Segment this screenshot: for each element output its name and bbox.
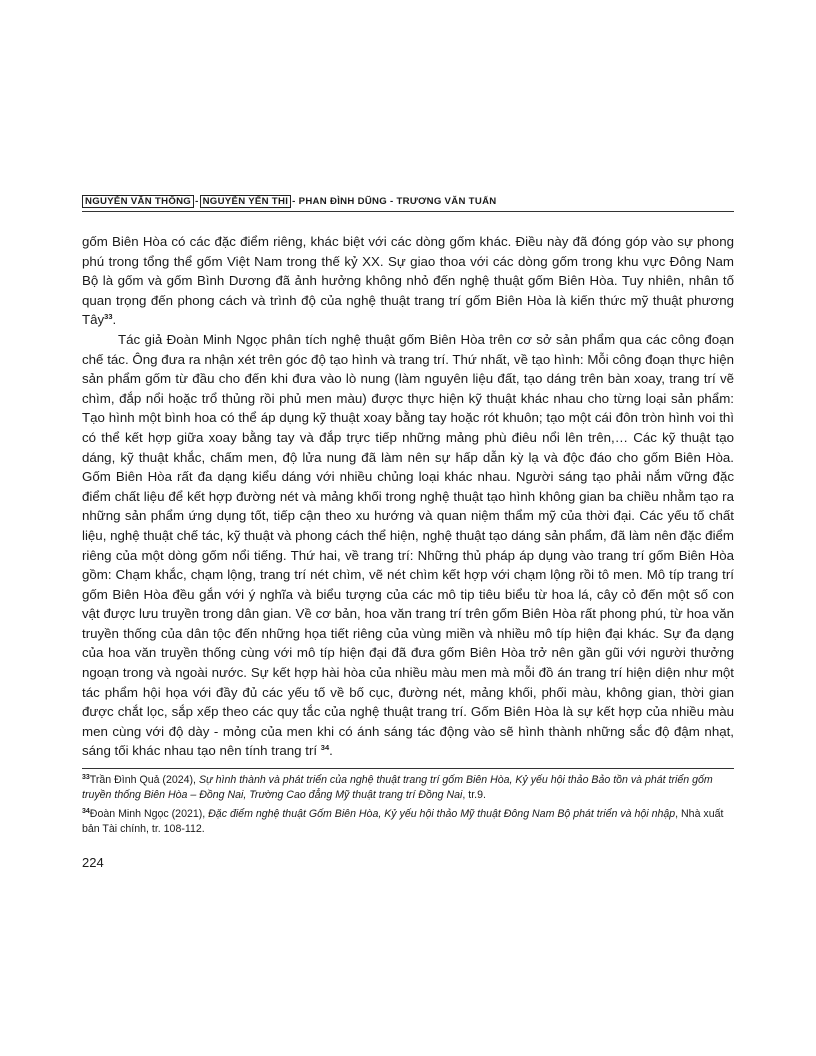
- footnote-source: Sự hình thành và phát triển của nghệ thuật trang trí gốm Biên Hòa, Kỷ yếu hội thảo Bảo tồn và phát triển gốm truyền thống Biên Hòa – Đồng Nai, Trường Cao đẳng Mỹ thuật trang trí Đồng Nai: [82, 774, 713, 801]
- footnote-number: 34: [82, 808, 90, 815]
- footnote-source: Đặc điểm nghệ thuật Gốm Biên Hòa, Kỷ yếu hội thảo Mỹ thuật Đông Nam Bộ phát triển và hội nhập: [208, 808, 676, 820]
- paragraph-2-end: .: [329, 743, 333, 759]
- footnote-33: [82, 773, 734, 803]
- header-author-1: NGUYỄN VĂN THỐNG: [82, 195, 194, 208]
- footnote-ref-33: 33: [104, 312, 113, 322]
- header-separator: -: [195, 196, 199, 207]
- paragraph-2-text: Tác giả Đoàn Minh Ngọc phân tích nghệ thuật gốm Biên Hòa trên cơ sở sản phẩm qua các công đoạn chế tác. Ông đưa ra nhận xét trên góc độ tạo hình và trang trí. Thứ nhất, về tạo hình: Mỗi công đoạn thực hiện sản phẩm gốm từ đầu cho đến khi đưa vào lò nung (làm nguyên liệu đất, tạo dáng trên bàn xoay, trang trí vẽ chìm, đắp nổi hoặc trổ thủng rồi phủ men màu) được thực hiện kỹ thuật khác nhau cho từng loại sản phẩm: Tạo hình một bình hoa có thể áp dụng kỹ thuật xoay bằng tay hoặc rót khuôn; tạo một cái đôn tròn hình voi thì có thể kết hợp giữa xoay bằng tay và đắp trực tiếp những mảng phù điêu nổi lên trên,… Các kỹ thuật tạo dáng, kỹ thuật khắc, chấm men, độ lửa nung đã làm nên sự hấp dẫn kỳ lạ và độc đáo cho gốm Biên Hòa. Gốm Biên Hòa rất đa dạng kiểu dáng với nhiều chủng loại khác nhau. Người sáng tạo phải nắm vững đặc điểm chất liệu để kết hợp đường nét và mảng khối trong nghệ thuật tạo hình không gian ba chiều nhằm tạo ra những sản phẩm ứng dụng tốt, tiếp cận theo xu hướng và quan niệm thẩm mỹ của thời đại. Các yếu tố chất liệu, nghệ thuật chế tác, kỹ thuật và phong cách thể hiện, nghệ thuật tạo dáng sản phẩm, đã làm nên đặc điểm riêng của một dòng gốm nổi tiếng. Thứ hai, về trang trí: Những thủ pháp áp dụng vào trang trí gốm Biên Hòa gồm: Chạm khắc, chạm lộng, trang trí nét chìm, vẽ nét chìm kết hợp với chạm lộng rồi tô men. Mô típ trang trí gốm Biên Hòa đều gắn với ý nghĩa và biểu tượng của các mô tip tiêu biểu từ hoa lá, cây cỏ đến một số con vật được lưu truyền trong dân gian. Về cơ bản, hoa văn trang trí trên gốm Biên Hòa rất phong phú, từ hoa văn truyền thống của dân tộc đến những họa tiết riêng của vùng miền và nhiều mô típ hiện đại khác. Sự đa dạng của hoa văn truyền thống cùng với mô típ hiện đại đã đưa gốm Biên Hòa trở nên gần gũi với người thưởng ngoạn trong và ngoài nước. Sự kết hợp hài hòa của nhiều màu men mà mỗi đồ án trang trí hiện diện như một tác phẩm hội họa với đầy đủ các yếu tố về bố cục, đường nét, mảng khối, phối màu, không gian, thời gian được chắt lọc, sắp xếp theo các quy tắc của nghệ thuật trang trí. Gốm Biên Hòa là sự kết hợp của nhiều màu men cùng với độ dày - mỏng của men khi có ánh sáng tác động vào sẽ hình thành những sắc độ đậm nhạt, sáng tối khác nhau tạo nên tính trang trí: [82, 331, 734, 759]
- footnote-rule: [82, 768, 734, 769]
- footnote-author: Trần Đình Quả (2024),: [89, 774, 199, 786]
- running-header: [82, 196, 732, 207]
- footnote-ref-34: 34: [320, 743, 330, 753]
- footnote-tail: , tr.9.: [462, 789, 486, 801]
- paragraph-1-text: gốm Biên Hòa có các đặc điểm riêng, khác biệt với các dòng gốm khác. Điều này đã đóng góp vào sự phong phú trong tổng thể gốm Việt Nam trong thế kỷ XX. Sự giao thoa với các dòng gốm trong khu vực Đông Nam Bộ là gốm và gốm Bình Dương đã ảnh hưởng không nhỏ đến nghệ thuật gốm Biên Hòa. Tuy nhiên, nhân tố quan trọng đến phong cách và trình độ của nghệ thuật trang trí gốm Biên Hòa là kiến thức mỹ thuật phương Tây: [82, 234, 734, 328]
- footnote-author: Đoàn Minh Ngọc (2021),: [89, 808, 209, 820]
- footnote-tail: , Nhà xuất bản Tài chính, tr. 108-112.: [82, 808, 724, 835]
- header-rule: [82, 211, 734, 212]
- paragraph-1-end: .: [112, 312, 117, 328]
- paragraph-1: [82, 232, 734, 330]
- page-number: 224: [82, 855, 104, 870]
- paragraph-2: [82, 330, 734, 761]
- body-text: [82, 232, 734, 761]
- header-other-authors: - PHAN ĐÌNH DŨNG - TRƯƠNG VĂN TUẤN: [292, 196, 497, 207]
- footnote-34: [82, 807, 734, 837]
- footnote-number: 33: [82, 774, 90, 781]
- header-author-2: NGUYỄN YẾN THI: [200, 195, 292, 208]
- footnotes: [82, 773, 734, 841]
